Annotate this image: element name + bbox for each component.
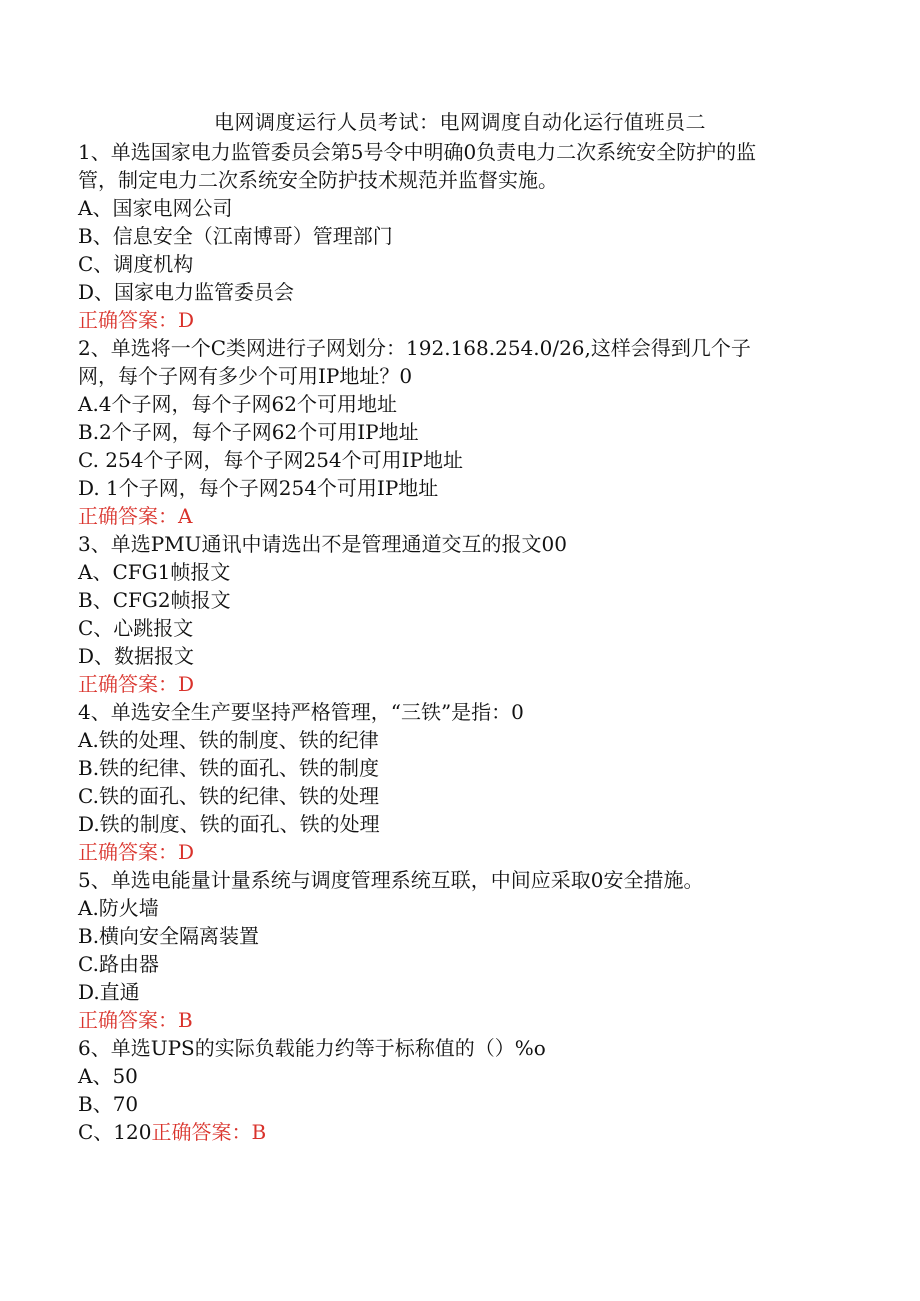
question-5-stem-line-1: 5、单选电能量计量系统与调度管理系统互联，中间应采取0安全措施。 [78,868,704,892]
question-5-answer: 正确答案：B [78,1008,193,1032]
question-3-option-b: B、CFG2帧报文 [78,588,231,612]
question-1-stem-line-1: 1、单选国家电力监管委员会第5号令中明确0负责电力二次系统安全防护的监 [78,140,757,164]
question-6-option-a: A、50 [78,1064,138,1088]
question-2-option-b: B.2个子网，每个子网62个可用IP地址 [78,420,419,444]
question-5 [78,866,838,1034]
question-3-option-a: A、CFG1帧报文 [78,560,231,584]
question-5-option-d: D.直通 [78,980,140,1004]
question-1-option-b: B、信息安全（江南博哥）管理部门 [78,224,393,248]
question-2-stem-line-1: 2、单选将一个C类网进行子网划分：192.168.254.0/26,这样会得到几个子 [78,336,751,360]
question-6-option-b: B、70 [78,1092,139,1116]
question-6-stem-line-1: 6、单选UPS的实际负载能力约等于标称值的（）%o [78,1036,546,1060]
question-3-option-c: C、心跳报文 [78,616,194,640]
question-4-option-d: D.铁的制度、铁的面孔、铁的处理 [78,812,380,836]
question-1-option-a: A、国家电网公司 [78,196,233,220]
question-5-option-c: C.路由器 [78,952,159,976]
question-4-stem-line-1: 4、单选安全生产要坚持严格管理，“三铁”是指：0 [78,700,524,724]
question-3-stem-line-1: 3、单选PMU通讯中请选出不是管理通道交互的报文00 [78,532,567,556]
question-1 [78,138,838,334]
question-4-option-a: A.铁的处理、铁的制度、铁的纪律 [78,728,379,752]
question-4-option-b: B.铁的纪律、铁的面孔、铁的制度 [78,756,380,780]
question-5-option-a: A.防火墙 [78,896,159,920]
question-1-stem-line-2: 管，制定电力二次系统安全防护技术规范并监督实施。 [78,168,558,192]
document-title: 电网调度运行人员考试：电网调度自动化运行值班员二 [214,110,706,134]
question-6-option-c: C、120 [78,1120,152,1144]
question-4 [78,698,838,866]
question-2-option-d: D. 1个子网，每个子网254个可用IP地址 [78,476,439,500]
question-2 [78,334,838,530]
question-1-answer: 正确答案：D [78,308,195,332]
question-2-stem-line-2: 网，每个子网有多少个可用IP地址？0 [78,364,413,388]
question-2-option-a: A.4个子网，每个子网62个可用地址 [78,392,397,416]
question-4-answer: 正确答案：D [78,840,195,864]
question-5-option-b: B.横向安全隔离装置 [78,924,260,948]
question-3-option-d: D、数据报文 [78,644,195,668]
question-3 [78,530,838,698]
question-2-answer: 正确答案：A [78,504,193,528]
question-6-answer: 正确答案：B [151,1120,267,1144]
question-1-option-c: C、调度机构 [78,252,194,276]
question-4-option-c: C.铁的面孔、铁的纪律、铁的处理 [78,784,379,808]
question-2-option-c: C. 254个子网，每个子网254个可用IP地址 [78,448,464,472]
document-body [78,138,838,1146]
question-6 [78,1034,838,1146]
question-1-option-d: D、国家电力监管委员会 [78,280,295,304]
question-3-answer: 正确答案：D [78,672,195,696]
question-6-option-c-row [78,1118,838,1146]
